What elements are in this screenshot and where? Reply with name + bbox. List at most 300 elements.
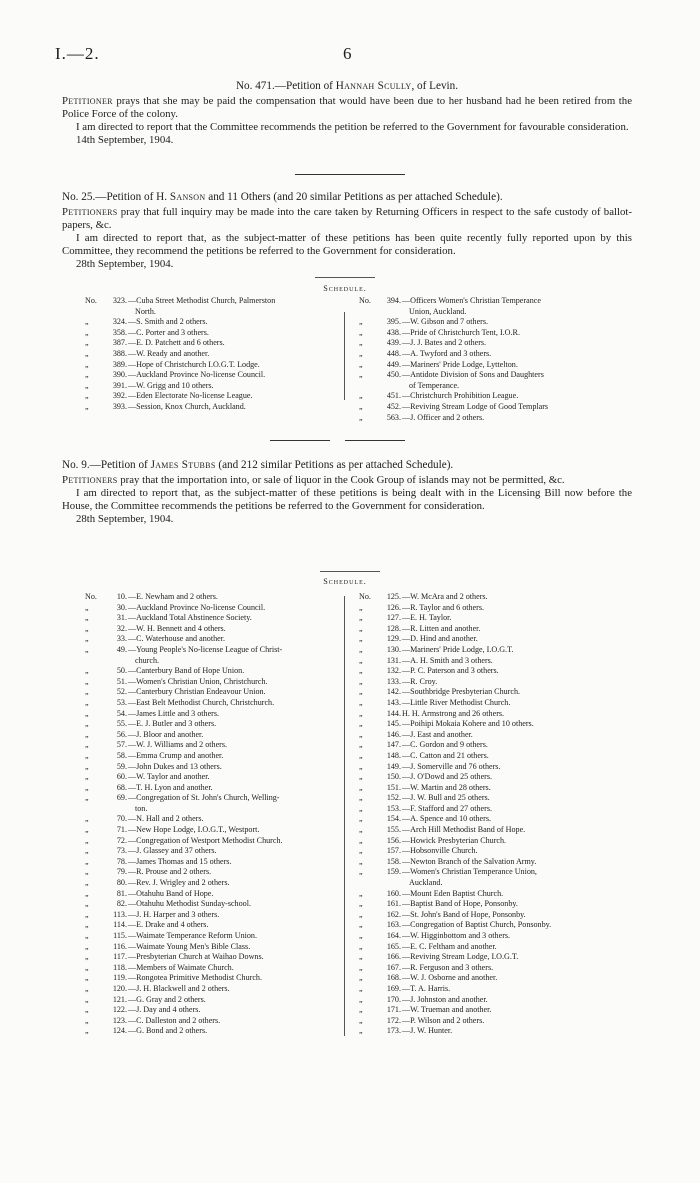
entry-text: —Reviving Stream Lodge of Good Templars — [402, 401, 549, 411]
schedule-entry — [359, 296, 629, 307]
entry-number: 31. — [116, 613, 127, 623]
entry-text: —R. Ferguson and 3 others. — [402, 962, 494, 972]
entry-text: —Howick Presbyterian Church. — [402, 835, 507, 845]
report-paragraph: I am directed to report that the Committee recommends the petition be referred to the Government for favourable consideration. — [76, 121, 629, 133]
schedule-entry — [85, 1026, 355, 1037]
entry-prefix: „ — [85, 338, 89, 348]
entry-number: 53. — [116, 697, 127, 707]
entry-text: —Hope of Christchurch I.O.G.T. Lodge. — [128, 359, 260, 369]
schedule-entry — [85, 381, 355, 392]
entry-text: —Cuba Street Methodist Church, Palmerston — [128, 296, 276, 305]
entry-prefix: „ — [359, 708, 363, 718]
entry-number: 388. — [112, 348, 127, 358]
entry-number: 71. — [116, 825, 127, 835]
entry-text: —D. Hind and another. — [402, 634, 478, 644]
schedule-entry — [85, 624, 355, 635]
entry-text: —Canterbury Christian Endeavour Union. — [128, 687, 266, 697]
entry-text: —R. Taylor and 6 others. — [402, 602, 485, 612]
entry-text: —W. Taylor and another. — [128, 772, 210, 782]
entry-number: 390. — [112, 370, 127, 380]
entry-number: 166. — [386, 952, 401, 962]
schedule-entry — [359, 963, 639, 974]
entry-prefix: „ — [85, 983, 89, 993]
schedule-entry — [359, 1005, 639, 1016]
entry-text: —J. Day and 4 others. — [128, 1005, 201, 1015]
schedule-entry — [85, 307, 355, 318]
entry-text: —W. Martin and 28 others. — [402, 782, 491, 792]
schedule-entry — [85, 1016, 355, 1027]
entry-text: —W. McAra and 2 others. — [402, 592, 488, 601]
entry-prefix: „ — [85, 676, 89, 686]
entry-text: —Otahuhu Methodist Sunday-school. — [128, 899, 251, 909]
entry-text: —James Thomas and 15 others. — [128, 856, 232, 866]
entry-number: 159. — [386, 867, 401, 877]
entry-text: —N. Hall and 2 others. — [128, 814, 204, 824]
entry-number: 81. — [116, 888, 127, 898]
schedule-entry — [85, 1005, 355, 1016]
schedule-entry — [359, 867, 639, 878]
entry-prefix: No. — [85, 296, 97, 305]
entry-prefix: „ — [359, 676, 363, 686]
entry-number: 10. — [116, 592, 127, 601]
entry-number: 54. — [116, 708, 127, 718]
entry-prefix: „ — [85, 750, 89, 760]
petition-date: 28th September, 1904. — [76, 513, 174, 525]
entry-text: —E. C. Feltham and another. — [402, 941, 497, 951]
title-prefix: No. 471.—Petition of — [235, 80, 336, 92]
entry-text: —W. Higginbottom and 3 others. — [402, 931, 511, 940]
schedule-rule — [320, 571, 380, 572]
entry-prefix: „ — [359, 327, 363, 337]
entry-number: 158. — [386, 856, 401, 866]
entry-text: —Auckland Province No-license Council. — [128, 370, 266, 380]
entry-number: 114. — [113, 920, 127, 930]
entry-prefix: „ — [359, 412, 363, 422]
schedule-entry — [85, 793, 355, 804]
schedule-entry — [85, 942, 355, 953]
schedule-entry — [85, 719, 355, 730]
schedule-entry — [85, 402, 355, 413]
schedule-entry — [85, 391, 355, 402]
schedule-entry — [85, 772, 355, 783]
entry-number: 115. — [113, 931, 127, 940]
entry-text: —G. Bond and 2 others. — [128, 1026, 208, 1036]
entry-number: 72. — [116, 835, 127, 845]
entry-prefix: „ — [359, 391, 363, 401]
entry-text: —East Belt Methodist Church, Christchurch. — [128, 697, 275, 707]
schedule-entry — [359, 857, 639, 868]
entry-text: —A. Spence and 10 others. — [402, 814, 492, 824]
entry-text: —S. Smith and 2 others. — [128, 317, 208, 327]
schedule-entry — [85, 613, 355, 624]
entry-number: 56. — [116, 729, 127, 739]
entry-text: —Waimate Temperance Reform Union. — [128, 931, 257, 940]
entry-text: —C. Dalleston and 2 others. — [128, 1015, 221, 1025]
entry-text: —John Dukes and 13 others. — [128, 761, 222, 771]
schedule-entry — [85, 846, 355, 857]
entry-text: —Women's Christian Temperance Union, — [402, 867, 537, 877]
schedule-entry — [359, 920, 639, 931]
entry-number: 69. — [116, 793, 127, 803]
schedule-entry — [359, 360, 629, 371]
entry-text: —Rev. J. Wrigley and 2 others. — [128, 878, 230, 888]
entry-number: 32. — [116, 623, 127, 633]
entry-prefix: „ — [85, 391, 89, 401]
entry-text: —Southbridge Presbyterian Church. — [402, 687, 521, 697]
entry-number: 70. — [116, 814, 127, 824]
entry-text: —Little River Methodist Church. — [402, 697, 511, 707]
schedule-entry — [85, 592, 355, 603]
entry-text: —W. H. Bennett and 4 others. — [128, 623, 226, 633]
schedule-entry — [85, 825, 355, 836]
entry-number: 170. — [386, 994, 401, 1004]
entry-text: —R. Prouse and 2 others. — [128, 867, 212, 877]
entry-number: 149. — [386, 761, 401, 771]
schedule-entry — [359, 836, 639, 847]
petition-471 — [62, 80, 632, 147]
entry-prefix: „ — [359, 899, 363, 909]
schedule-entry — [85, 317, 355, 328]
entry-text: —G. Gray and 2 others. — [128, 994, 206, 1004]
schedule-entry — [85, 687, 355, 698]
entry-number: 389. — [112, 359, 127, 369]
entry-prefix: „ — [85, 761, 89, 771]
separator-rule — [270, 440, 330, 441]
entry-text: —James Little and 3 others. — [128, 708, 220, 718]
schedule-entry — [359, 772, 639, 783]
schedule-entry — [85, 645, 355, 656]
entry-prefix: „ — [359, 825, 363, 835]
entry-prefix: „ — [359, 359, 363, 369]
entry-text: —J. Officer and 2 others. — [402, 412, 485, 422]
schedule-entry — [85, 709, 355, 720]
entry-number: 126. — [386, 602, 401, 612]
schedule-entry — [85, 296, 355, 307]
schedule-entry — [359, 762, 639, 773]
entry-number: 131. — [386, 655, 401, 665]
entry-prefix: „ — [85, 856, 89, 866]
entry-text: —Officers Women's Christian Temperance — [402, 296, 541, 305]
schedule-entry — [85, 814, 355, 825]
entry-prefix: „ — [85, 846, 89, 856]
entry-prefix: „ — [359, 761, 363, 771]
entry-prefix: „ — [85, 878, 89, 888]
schedule-entry — [359, 709, 639, 720]
entry-prefix: „ — [359, 729, 363, 739]
entry-text: —Mariners' Pride Lodge, I.O.G.T. — [402, 644, 514, 654]
entry-prefix: „ — [85, 719, 89, 729]
schedule-entry — [359, 698, 639, 709]
entry-text: —J. J. Bates and 2 others. — [402, 338, 487, 348]
entry-text: —J. East and another. — [402, 729, 473, 739]
schedule-entry — [359, 952, 639, 963]
entry-number: 387. — [112, 338, 127, 348]
report-paragraph: I am directed to report that, as the subject-matter of these petitions has been quite recently fully reported upon by this Committee, they recommend the petitions be referred to the Government for consideration. — [62, 232, 632, 257]
schedule-entry — [85, 349, 355, 360]
prayer-text: pray that full inquiry may be made into the care taken by Returning Officers in respect to the safe custody of ballot-papers, &c. — [62, 206, 632, 231]
entry-number: 142. — [386, 687, 401, 697]
entry-number: 55. — [116, 719, 127, 729]
petition-title — [62, 80, 632, 92]
entry-prefix: „ — [85, 370, 89, 380]
entry-number: 154. — [386, 814, 401, 824]
entry-text: —Arch Hill Methodist Band of Hope. — [402, 825, 526, 835]
entry-text: Union, Auckland. — [409, 306, 467, 316]
entry-prefix: „ — [85, 888, 89, 898]
schedule-entry — [85, 836, 355, 847]
entry-text: —Otahuhu Band of Hope. — [128, 888, 214, 898]
entry-prefix: No. — [359, 592, 371, 601]
entry-text: —Emma Crump and another. — [128, 750, 224, 760]
entry-prefix: „ — [359, 941, 363, 951]
schedule-entry — [85, 931, 355, 942]
schedule-entry — [359, 391, 629, 402]
entry-prefix: „ — [359, 317, 363, 327]
entry-prefix: „ — [85, 994, 89, 1004]
schedule-entry — [85, 740, 355, 751]
entry-number: 50. — [116, 666, 127, 676]
prayer-text: pray that the importation into, or sale of liquor in the Cook Group of islands may not be permitted, &c. — [117, 474, 565, 486]
entry-text: —E. Newham and 2 others. — [128, 592, 218, 601]
entry-prefix: „ — [359, 370, 363, 380]
entry-prefix: „ — [85, 772, 89, 782]
schedule-entry — [359, 995, 639, 1006]
schedule-heading: Schedule. — [323, 284, 367, 293]
entry-number: 30. — [116, 602, 127, 612]
entry-prefix: „ — [85, 380, 89, 390]
entry-text: Auckland. — [409, 878, 443, 888]
schedule-entry — [359, 973, 639, 984]
entry-text: —Hobsonville Church. — [402, 846, 478, 856]
entry-prefix: „ — [359, 931, 363, 940]
entry-number: 153. — [386, 803, 401, 813]
entry-prefix: „ — [359, 962, 363, 972]
entry-number: 172. — [386, 1015, 401, 1025]
entry-number: 157. — [386, 846, 401, 856]
entry-prefix: „ — [85, 359, 89, 369]
lead-word: Petitioners — [62, 206, 118, 218]
entry-text: —P. Wilson and 2 others. — [402, 1015, 485, 1025]
entry-number: 358. — [112, 327, 127, 337]
entry-number: 392. — [112, 391, 127, 401]
entry-text: —Pride of Christchurch Tent, I.O.R. — [402, 327, 520, 337]
entry-number: 167. — [386, 962, 401, 972]
schedule-entry — [359, 338, 629, 349]
entry-number: 123. — [112, 1015, 127, 1025]
entry-number: 116. — [113, 941, 127, 951]
schedule-right-column — [359, 592, 639, 1037]
entry-number: 145. — [386, 719, 401, 729]
schedule-entry — [359, 592, 639, 603]
page-number: 6 — [343, 44, 352, 63]
entry-number: 393. — [112, 401, 127, 411]
prayer-paragraph — [62, 95, 632, 121]
entry-text: —W. Grigg and 10 others. — [128, 380, 214, 390]
entry-prefix: „ — [359, 750, 363, 760]
entry-text: —Young People's No-license League of Christ- — [128, 644, 283, 654]
entry-text: —Congregation of Westport Methodist Church. — [128, 835, 283, 845]
entry-number: 151. — [386, 782, 401, 792]
entry-number: 394. — [386, 296, 401, 305]
entry-text: —J. O'Dowd and 25 others. — [402, 772, 493, 782]
schedule-entry — [359, 402, 629, 413]
entry-prefix: „ — [359, 846, 363, 856]
schedule-entry — [359, 899, 639, 910]
entry-prefix: „ — [359, 814, 363, 824]
entry-number: 439. — [386, 338, 401, 348]
entry-number: 438. — [386, 327, 401, 337]
schedule-entry — [85, 360, 355, 371]
schedule-entry — [85, 783, 355, 794]
entry-prefix: „ — [359, 687, 363, 697]
entry-prefix: „ — [85, 348, 89, 358]
title-prefix: No. 25.—Petition of H. — [62, 191, 170, 203]
entry-text: —Rongotea Primitive Methodist Church. — [128, 973, 262, 983]
entry-number: 152. — [386, 793, 401, 803]
schedule-entry — [85, 370, 355, 381]
entry-number: 60. — [116, 772, 127, 782]
entry-text: —C. Waterhouse and another. — [128, 634, 225, 644]
entry-text: —T. H. Lyon and another. — [128, 782, 213, 792]
entry-number: 133. — [386, 676, 401, 686]
entry-text: —J. Johnston and another. — [402, 994, 488, 1004]
schedule-entry — [359, 349, 629, 360]
schedule-heading: Schedule. — [323, 577, 367, 586]
entry-number: 68. — [116, 782, 127, 792]
entry-number: 452. — [386, 401, 401, 411]
entry-prefix: „ — [359, 655, 363, 665]
entry-text: —J. W. Hunter. — [402, 1026, 453, 1036]
entry-text: —C. Gordon and 9 others. — [402, 740, 488, 750]
entry-prefix: „ — [359, 401, 363, 411]
entry-prefix: „ — [359, 772, 363, 782]
entry-prefix: „ — [85, 931, 89, 940]
schedule-entry — [85, 656, 355, 667]
schedule-entry — [359, 889, 639, 900]
prayer-paragraph — [62, 474, 632, 487]
lead-word: Petitioner — [62, 95, 113, 107]
entry-text: church. — [135, 655, 160, 665]
entry-prefix: „ — [85, 401, 89, 411]
entry-number: 169. — [386, 983, 401, 993]
entry-text: —T. A. Harris. — [402, 983, 451, 993]
entry-number: 161. — [386, 899, 401, 909]
schedule-left-column — [85, 592, 355, 1037]
petitioner-name: James Stubbs — [150, 459, 216, 471]
entry-prefix: „ — [359, 983, 363, 993]
separator-rule — [345, 440, 405, 441]
entry-text: —J. H. Blackwell and 2 others. — [128, 983, 230, 993]
entry-text: —Session, Knox Church, Auckland. — [128, 401, 246, 411]
schedule-entry — [359, 910, 639, 921]
entry-prefix: „ — [85, 1005, 89, 1015]
entry-prefix: „ — [359, 644, 363, 654]
schedule-entry — [85, 804, 355, 815]
entry-text: —E. H. Taylor. — [402, 613, 452, 623]
entry-text: —Poihipi Mokaia Kohere and 10 others. — [402, 719, 534, 729]
entry-text: —Canterbury Band of Hope Union. — [128, 666, 245, 676]
entry-prefix: „ — [359, 994, 363, 1004]
entry-prefix: „ — [359, 835, 363, 845]
entry-number: 49. — [116, 644, 127, 654]
entry-text: —P. C. Paterson and 3 others. — [402, 666, 499, 676]
entry-prefix: „ — [85, 1026, 89, 1036]
entry-prefix: „ — [85, 327, 89, 337]
schedule-entry — [359, 814, 639, 825]
entry-prefix: „ — [359, 348, 363, 358]
entry-text: —Members of Waimate Church. — [128, 962, 234, 972]
entry-number: 59. — [116, 761, 127, 771]
entry-number: 119. — [113, 973, 127, 983]
schedule-25 — [85, 296, 625, 423]
entry-prefix: „ — [85, 1015, 89, 1025]
entry-number: 451. — [386, 391, 401, 401]
entry-number: 324. — [112, 317, 127, 327]
entry-number: 395. — [386, 317, 401, 327]
schedule-entry — [359, 603, 639, 614]
entry-prefix: „ — [359, 793, 363, 803]
title-suffix: , of Levin. — [411, 80, 459, 92]
schedule-entry — [359, 328, 629, 339]
schedule-entry — [85, 889, 355, 900]
entry-number: 156. — [386, 835, 401, 845]
petitioner-name: Hannah Scully — [335, 80, 412, 92]
schedule-entry — [85, 677, 355, 688]
entry-prefix: „ — [85, 867, 89, 877]
entry-text: —E. D. Patchett and 6 others. — [128, 338, 225, 348]
prayer-paragraph — [62, 206, 632, 232]
schedule-entry — [85, 698, 355, 709]
entry-text: —C. Porter and 3 others. — [128, 327, 209, 337]
entry-number: 121. — [112, 994, 127, 1004]
entry-number: 125. — [386, 592, 401, 601]
entry-number: 113. — [113, 909, 127, 919]
entry-prefix: „ — [85, 687, 89, 697]
schedule-entry — [359, 878, 639, 889]
entry-number: 143. — [386, 697, 401, 707]
entry-prefix: No. — [359, 296, 371, 305]
schedule-entry — [85, 666, 355, 677]
entry-number: 150. — [386, 772, 401, 782]
entry-prefix: „ — [85, 973, 89, 983]
entry-number: 391. — [112, 380, 127, 390]
entry-text: —St. John's Band of Hope, Ponsonby. — [402, 909, 526, 919]
schedule-entry — [85, 952, 355, 963]
entry-text: —Christchurch Prohibition League. — [402, 391, 519, 401]
schedule-entry — [359, 656, 639, 667]
entry-prefix: „ — [359, 338, 363, 348]
entry-text: —Congregation of St. John's Church, Welling- — [128, 793, 280, 803]
entry-prefix: „ — [359, 803, 363, 813]
entry-prefix: „ — [85, 317, 89, 327]
schedule-entry — [85, 730, 355, 741]
entry-prefix: „ — [359, 856, 363, 866]
entry-prefix: „ — [85, 666, 89, 676]
entry-number: 160. — [386, 888, 401, 898]
entry-number: 129. — [386, 634, 401, 644]
separator-rule — [295, 174, 405, 175]
entry-text: —Congregation of Baptist Church, Ponsonby. — [402, 920, 552, 930]
entry-text: —A. H. Smith and 3 others. — [402, 655, 493, 665]
entry-prefix: „ — [85, 740, 89, 750]
entry-text: —W. Gibson and 7 others. — [402, 317, 489, 327]
entry-prefix: „ — [85, 793, 89, 803]
entry-number: 144. — [386, 708, 401, 718]
entry-text: North. — [135, 306, 156, 316]
entry-number: 448. — [386, 348, 401, 358]
title-suffix: (and 212 similar Petitions as per attached Schedule). — [215, 459, 454, 471]
schedule-entry — [85, 920, 355, 931]
